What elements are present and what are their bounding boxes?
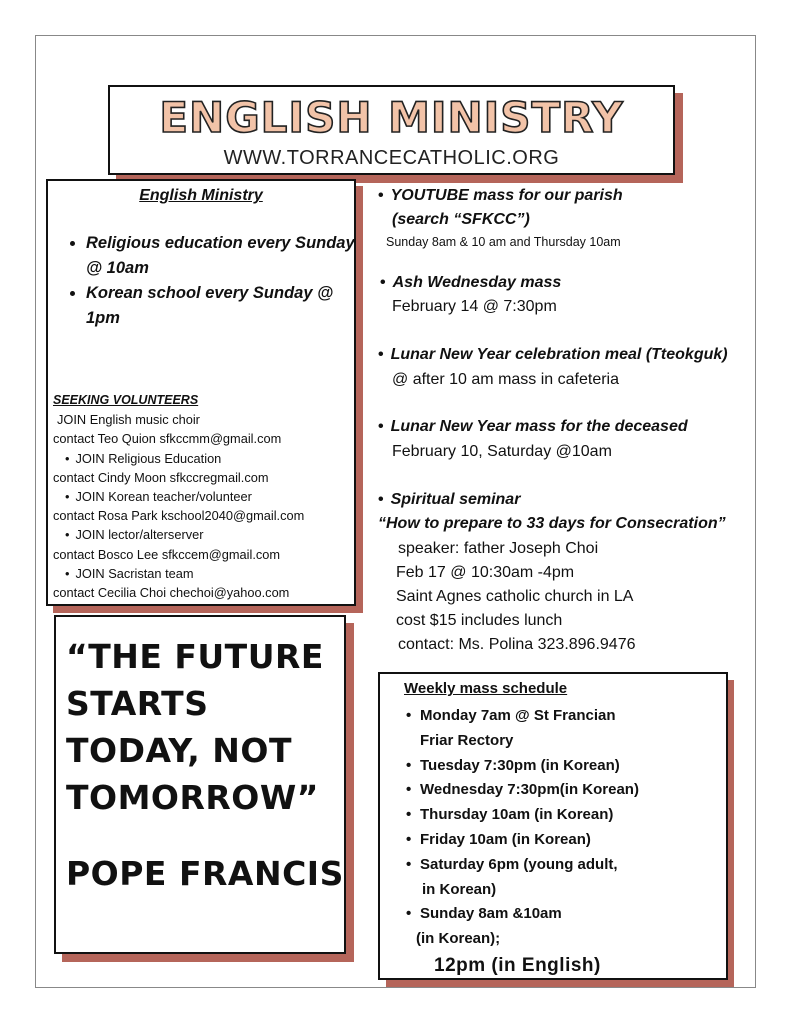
quote-box xyxy=(54,615,346,954)
volunteer-line: • JOIN Sacristan team xyxy=(53,564,353,583)
ministry-heading: English Ministry xyxy=(139,187,263,204)
mass-schedule-box xyxy=(378,672,728,980)
header-box xyxy=(108,85,675,175)
quote-text: “THE FUTURE STARTS TODAY, NOT TOMORROW” xyxy=(66,637,324,817)
volunteer-contact: contact Cecilia Choi chechoi@yahoo.com xyxy=(53,585,290,601)
mass-schedule-list xyxy=(404,704,720,952)
website-url: WWW.TORRANCECATHOLIC.ORG xyxy=(223,147,560,169)
youtube-title: • YOUTUBE mass for our parish xyxy=(378,187,623,205)
lunar-meal-title: • Lunar New Year celebration meal (Tteokguk) xyxy=(378,346,728,364)
list-item: • Wednesday 7:30pm(in Korean) xyxy=(406,781,639,799)
volunteer-line: • JOIN Korean teacher/volunteer xyxy=(53,487,353,506)
seminar-speaker: speaker: father Joseph Choi xyxy=(398,540,599,557)
quote-author: POPE FRANCIS xyxy=(66,854,344,893)
ash-wednesday-title: • Ash Wednesday mass xyxy=(380,274,561,292)
lunar-mass-date: February 10, Saturday @10am xyxy=(392,443,612,460)
page-title: ENGLISH MINISTRY xyxy=(159,93,624,142)
ash-wednesday-date: February 14 @ 7:30pm xyxy=(392,298,557,315)
list-item: • Sunday 8am &10am (in Korean); xyxy=(406,905,562,948)
seminar-date: Feb 17 @ 10:30am -4pm xyxy=(396,564,575,581)
volunteer-line: • JOIN Religious Education xyxy=(53,449,353,468)
mass-schedule-title: Weekly mass schedule xyxy=(404,680,568,697)
volunteer-line: JOIN English music choir xyxy=(57,412,200,428)
ministry-box xyxy=(46,179,356,606)
list-item: • Tuesday 7:30pm (in Korean) xyxy=(406,756,620,774)
list-item: • Korean school every Sunday @ 1pm xyxy=(86,281,356,331)
volunteer-line: • JOIN lector/alterserver xyxy=(53,525,353,544)
seminar-contact: contact: Ms. Polina 323.896.9476 xyxy=(398,636,636,653)
announcements xyxy=(378,185,768,655)
seminar-title: • Spiritual seminar xyxy=(378,491,520,509)
volunteer-contact: contact Rosa Park kschool2040@gmail.com xyxy=(53,508,305,524)
list-item: • Saturday 6pm (young adult, in Korean) xyxy=(406,855,618,898)
volunteers-section xyxy=(53,391,353,602)
list-item: • Thursday 10am (in Korean) xyxy=(406,806,614,824)
list-item: • Religious education every Sunday @ 10am xyxy=(86,231,356,281)
volunteer-contact: contact Cindy Moon sfkccregmail.com xyxy=(53,469,269,485)
lunar-meal-detail: @ after 10 am mass in cafeteria xyxy=(392,371,619,388)
lunar-mass-title: • Lunar New Year mass for the deceased xyxy=(378,418,688,436)
seminar-cost: cost $15 includes lunch xyxy=(396,612,563,629)
volunteer-contact: contact Teo Quion sfkccmm@gmail.com xyxy=(53,431,282,447)
seminar-topic: “How to prepare to 33 days for Consecration” xyxy=(378,515,726,532)
mass-schedule-english: 12pm (in English) xyxy=(434,955,601,976)
youtube-search: (search “SFKCC”) xyxy=(392,211,530,228)
youtube-times: Sunday 8am & 10 am and Thursday 10am xyxy=(386,235,621,249)
volunteers-heading: SEEKING VOLUNTEERS xyxy=(53,393,199,407)
list-item: • Friday 10am (in Korean) xyxy=(406,830,591,848)
list-item: • Monday 7am @ St Francian Friar Rectory xyxy=(406,707,616,749)
seminar-place: Saint Agnes catholic church in LA xyxy=(396,588,634,605)
volunteer-contact: contact Bosco Lee sfkccem@gmail.com xyxy=(53,546,281,562)
ministry-list xyxy=(66,231,356,331)
